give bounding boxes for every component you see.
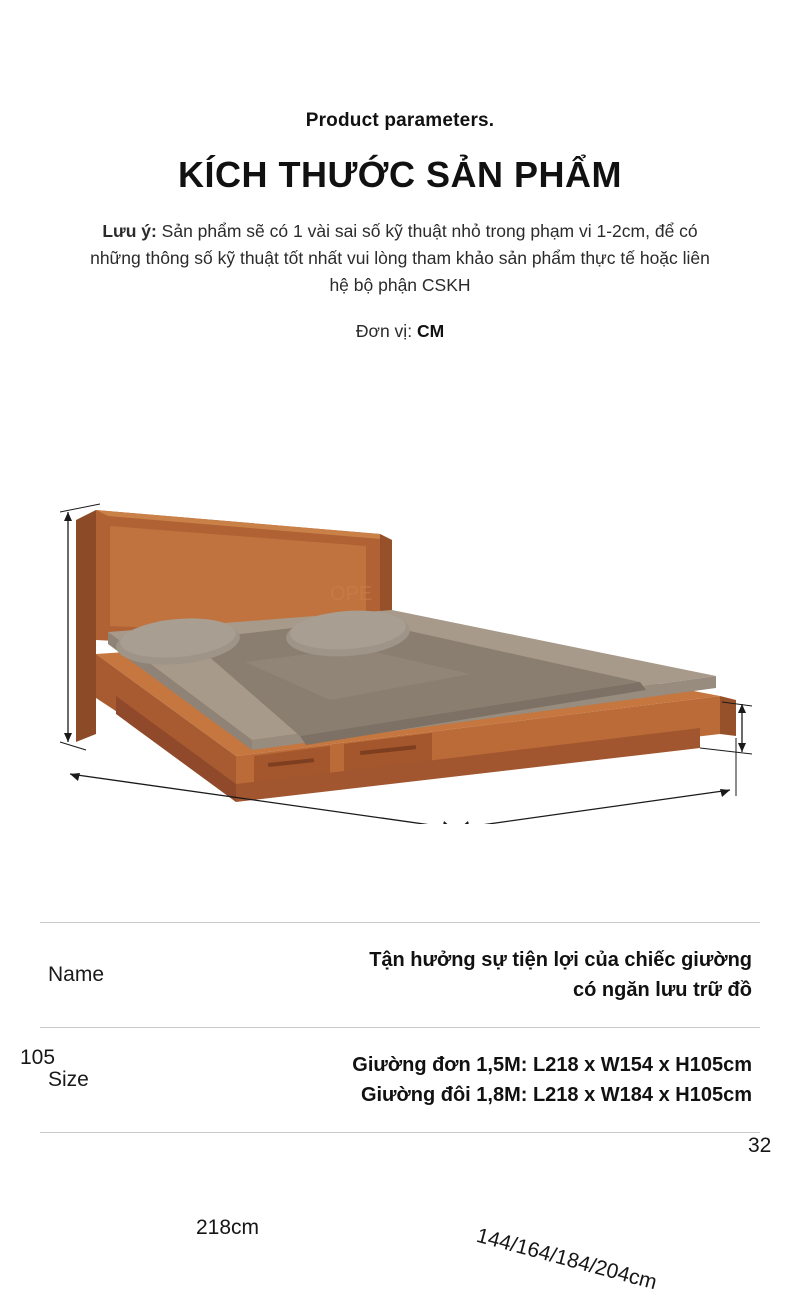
dimension-label-length: 218cm [196,1216,260,1240]
spec-value-name-line-1: Tận hưởng sự tiện lợi của chiếc giường [369,949,752,971]
unit-label: Đơn vị: [355,321,413,342]
page-title: KÍCH THƯỚC SẢN PHẨM [177,154,623,195]
dim-ext-base-bottom [700,748,752,754]
dim-arrow-base-bottom [738,743,746,752]
dimension-label-width: 144/164/184/204cm [474,1224,660,1295]
spec-key-size: Size [48,1068,89,1091]
spec-value-size-line-2: Giường đôi 1,8M: L218 x W184 x H105cm [360,1084,752,1106]
dim-arrow-width-right [720,789,730,797]
watermark-text: OPE [330,583,373,606]
note-prefix: Lưu ý: [102,221,157,241]
note-body: Sản phẩm sẽ có 1 vài sai số kỹ thuật nhỏ trong phạm vi 1-2cm, để có những thông số kỹ thuật tốt nhất vui lòng tham khảo sản phẩm thực tế hoặc liên hệ bộ phận CSKH [90,221,710,296]
dim-arrow-height-bottom [64,733,72,742]
dimension-label-base-height: 32 [748,1134,772,1158]
dim-ext-height-bottom [60,742,86,750]
dim-arrow-length-left [70,773,80,781]
spec-value-name-line-2: có ngăn lưu trữ đồ [573,979,752,1001]
dim-arrow-length-right [442,821,452,824]
table-row [40,1027,760,1133]
unit-line [0,321,800,342]
table-row [40,922,760,1027]
bed-illustration [0,404,800,824]
dim-arrow-width-left [460,821,470,824]
spec-value-name [104,945,760,1005]
spec-value-size-line-1: Giường đơn 1,5M: L218 x W154 x H105cm [352,1054,752,1076]
spec-value-size [89,1050,760,1110]
bed-graphic [76,510,736,802]
spec-table [40,922,760,1133]
unit-value: CM [416,321,445,342]
eyebrow-text: Product parameters. [305,110,495,131]
headboard-side-panel [76,510,96,742]
dim-ext-height-top [60,504,100,512]
dim-line-width [460,790,730,824]
dimension-label-height: 105 [20,1046,56,1070]
spec-key-name: Name [48,963,105,986]
header-block [0,0,800,342]
note-text [80,218,720,299]
dim-arrow-height-top [64,512,72,521]
